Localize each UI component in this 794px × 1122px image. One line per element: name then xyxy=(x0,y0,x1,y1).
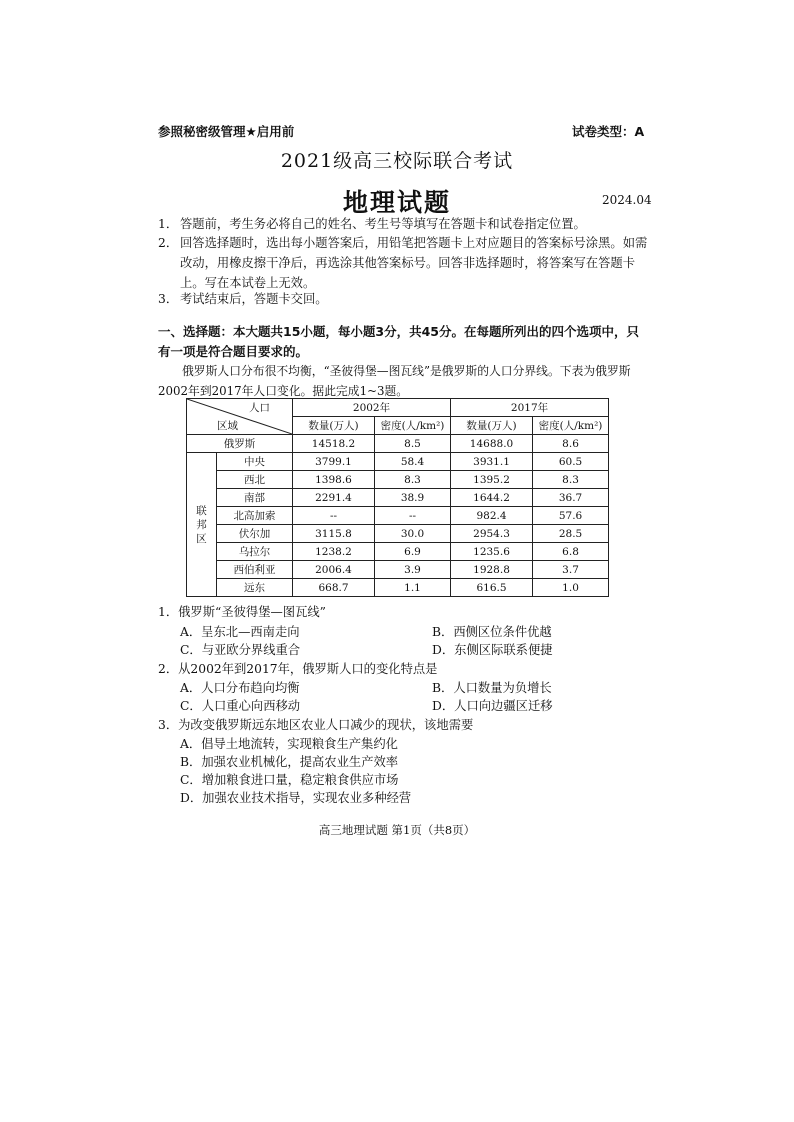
group-label-text: 联 邦 区 xyxy=(196,504,207,545)
table-cell: 8.6 xyxy=(533,435,609,453)
region-name: 中央 xyxy=(217,453,293,471)
subject-title: 地理试题 xyxy=(342,188,451,217)
table-cell: 2006.4 xyxy=(293,561,375,579)
question-intro: 俄罗斯人口分布很不均衡，“圣彼得堡—图瓦线”是俄罗斯的人口分界线。下表为俄罗斯2002年到2017年人口变化。据此完成1~3题。 xyxy=(158,364,631,398)
column-header: 数量(万人) xyxy=(451,417,533,435)
table-cell: 58.4 xyxy=(375,453,451,471)
table-cell: 3799.1 xyxy=(293,453,375,471)
table-row xyxy=(187,489,609,507)
table-row xyxy=(187,579,609,597)
notice-item xyxy=(158,289,648,309)
table-cell: 668.7 xyxy=(293,579,375,597)
notice-item xyxy=(158,233,648,293)
table-cell: 30.0 xyxy=(375,525,451,543)
table-cell: 3.7 xyxy=(533,561,609,579)
table-cell: 3.9 xyxy=(375,561,451,579)
table-cell: 1644.2 xyxy=(451,489,533,507)
exam-date: 2024.04 xyxy=(602,193,652,207)
notice-item xyxy=(158,214,648,234)
table-row xyxy=(187,561,609,579)
region-name: 西北 xyxy=(217,471,293,489)
column-header: 密度(人/km²) xyxy=(375,417,451,435)
table-cell: 3931.1 xyxy=(451,453,533,471)
option-b: B．加强农业机械化，提高农业生产效率 xyxy=(180,755,399,769)
column-header: 密度(人/km²) xyxy=(533,417,609,435)
table-row xyxy=(187,453,609,471)
table-cell: 28.5 xyxy=(533,525,609,543)
option-a: A．呈东北—西南走向 xyxy=(180,625,300,639)
table-cell: 8.3 xyxy=(533,471,609,489)
table-cell: 1395.2 xyxy=(451,471,533,489)
question-stem: 1．俄罗斯“圣彼得堡—图瓦线” xyxy=(158,605,326,619)
option-a: A．倡导土地流转，实现粮食生产集约化 xyxy=(180,737,398,751)
table-corner-cell xyxy=(187,399,293,435)
table-cell: -- xyxy=(375,507,451,525)
table-cell: 8.3 xyxy=(375,471,451,489)
table-cell: 1398.6 xyxy=(293,471,375,489)
table-cell: 1238.2 xyxy=(293,543,375,561)
notice-number: 2． xyxy=(158,236,179,250)
table-cell: 616.5 xyxy=(451,579,533,597)
table-cell: 60.5 xyxy=(533,453,609,471)
page-footer: 高三地理试题 第1页（共8页） xyxy=(318,823,476,837)
table-row xyxy=(187,471,609,489)
table-header-row xyxy=(187,399,609,417)
table-row xyxy=(187,543,609,561)
region-name: 南部 xyxy=(217,489,293,507)
option-c: C．增加粮食进口量，稳定粮食供应市场 xyxy=(180,773,399,787)
option-c: C．人口重心向西移动 xyxy=(180,699,301,713)
table-cell: -- xyxy=(293,507,375,525)
option-b: B．西侧区位条件优越 xyxy=(432,625,552,639)
table-cell: 6.8 xyxy=(533,543,609,561)
table-cell: 57.6 xyxy=(533,507,609,525)
notice-text: 考试结束后，答题卡交回。 xyxy=(180,292,328,306)
region-name: 西伯利亚 xyxy=(217,561,293,579)
table-cell: 982.4 xyxy=(451,507,533,525)
federal-district-label xyxy=(187,453,217,597)
table-cell: 14518.2 xyxy=(293,435,375,453)
table-cell: 36.7 xyxy=(533,489,609,507)
population-table xyxy=(186,398,609,597)
table-cell: 8.5 xyxy=(375,435,451,453)
region-name: 乌拉尔 xyxy=(217,543,293,561)
region-name: 伏尔加 xyxy=(217,525,293,543)
table-cell: 2954.3 xyxy=(451,525,533,543)
table-cell: 1.0 xyxy=(533,579,609,597)
notice-text: 答题前，考生务必将自己的姓名、考生号等填写在答题卡和试卷指定位置。 xyxy=(180,217,586,231)
year-header: 2002年 xyxy=(293,399,451,417)
region-name: 俄罗斯 xyxy=(187,435,293,453)
notice-number: 3． xyxy=(158,292,179,306)
table-cell: 2291.4 xyxy=(293,489,375,507)
table-cell: 1235.6 xyxy=(451,543,533,561)
option-d: D．加强农业技术指导，实现农业多种经营 xyxy=(180,791,412,805)
option-c: C．与亚欧分界线重合 xyxy=(180,643,301,657)
table-cell: 1.1 xyxy=(375,579,451,597)
table-cell: 38.9 xyxy=(375,489,451,507)
option-b: B．人口数量为负增长 xyxy=(432,681,552,695)
section-heading: 一、选择题：本大题共15小题，每小题3分，共45分。在每题所列出的四个选项中，只有一项是符合题目要求的。 xyxy=(158,324,639,359)
question-stem: 2．从2002年到2017年，俄罗斯人口的变化特点是 xyxy=(158,662,438,676)
table-row xyxy=(187,435,609,453)
table-cell: 1928.8 xyxy=(451,561,533,579)
column-header: 数量(万人) xyxy=(293,417,375,435)
option-d: D．人口向边疆区迁移 xyxy=(432,699,553,713)
region-name: 北高加索 xyxy=(217,507,293,525)
table-cell: 3115.8 xyxy=(293,525,375,543)
corner-bottom-label: 区域 xyxy=(217,420,238,432)
notice-text: 回答选择题时，选出每小题答案后，用铅笔把答题卡上对应题目的答案标号涂黑。如需改动，用橡皮擦干净后，再选涂其他答案标号。回答非选择题时，将答案写在答题卡上。写在本试卷上无效。 xyxy=(180,236,648,290)
exam-title: 2021级高三校际联合考试 xyxy=(280,150,514,172)
corner-top-label: 人口 xyxy=(249,402,270,414)
region-name: 远东 xyxy=(217,579,293,597)
option-d: D．东侧区际联系便捷 xyxy=(432,643,553,657)
paper-type-label: 试卷类型：A xyxy=(572,124,645,139)
option-a: A．人口分布趋向均衡 xyxy=(180,681,300,695)
notice-number: 1． xyxy=(158,217,179,231)
question-stem: 3．为改变俄罗斯远东地区农业人口减少的现状，该地需要 xyxy=(158,718,474,732)
table-row xyxy=(187,525,609,543)
diagonal-line xyxy=(187,399,292,434)
table-cell: 6.9 xyxy=(375,543,451,561)
table-row xyxy=(187,507,609,525)
year-header: 2017年 xyxy=(451,399,609,417)
table-cell: 14688.0 xyxy=(451,435,533,453)
confidentiality-label: 参照秘密级管理★启用前 xyxy=(158,124,295,139)
